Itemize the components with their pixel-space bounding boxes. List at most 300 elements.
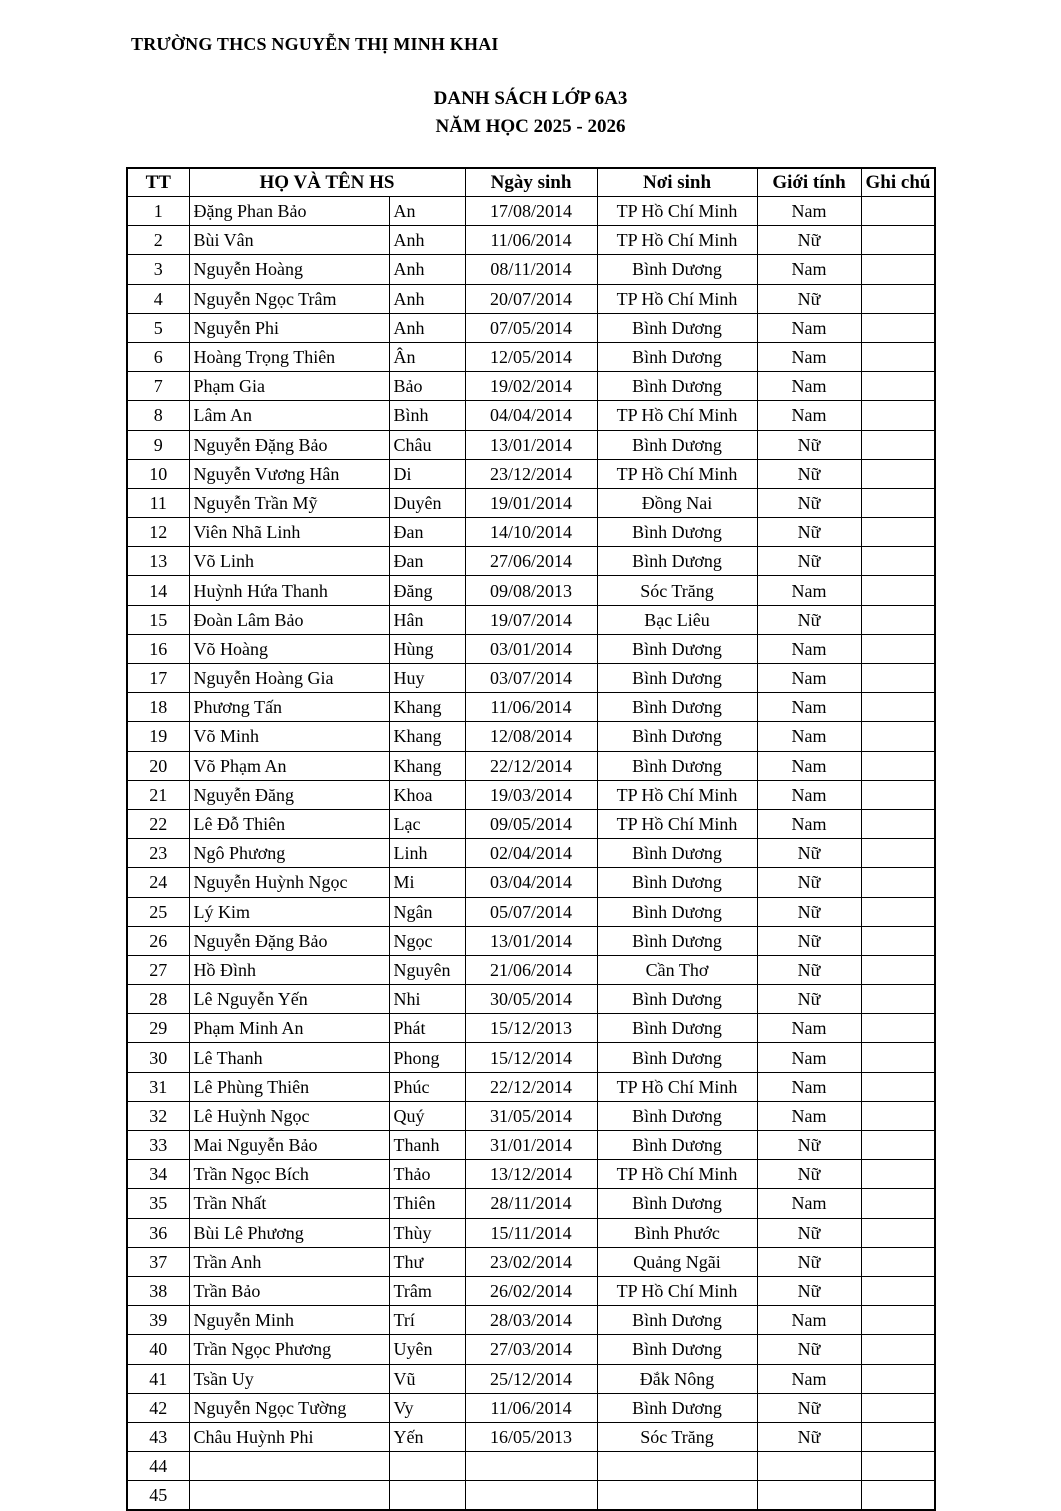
- cell-given-name: Châu: [389, 430, 465, 459]
- cell-given-name: Trí: [389, 1306, 465, 1335]
- cell-gender: Nữ: [757, 1276, 861, 1305]
- cell-family-name: Nguyễn Hoàng Gia: [189, 664, 389, 693]
- cell-place: Bình Dương: [597, 518, 757, 547]
- cell-dob: 13/01/2014: [465, 926, 597, 955]
- cell-note: [861, 197, 935, 226]
- cell-given-name: Lạc: [389, 809, 465, 838]
- cell-tt: 9: [127, 430, 189, 459]
- cell-dob: 12/05/2014: [465, 342, 597, 371]
- cell-tt: 43: [127, 1422, 189, 1451]
- cell-family-name: Võ Linh: [189, 547, 389, 576]
- cell-gender: Nữ: [757, 1218, 861, 1247]
- cell-gender: Nam: [757, 1072, 861, 1101]
- cell-tt: 3: [127, 255, 189, 284]
- cell-place: Bình Dương: [597, 1101, 757, 1130]
- column-header-gender: Giới tính: [757, 168, 861, 197]
- cell-place: TP Hồ Chí Minh: [597, 197, 757, 226]
- school-name: TRƯỜNG THCS NGUYỄN THỊ MINH KHAI: [131, 34, 499, 54]
- column-header-note: Ghi chú: [861, 168, 935, 197]
- cell-family-name: Đặng Phan Bảo: [189, 197, 389, 226]
- column-header-dob: Ngày sinh: [465, 168, 597, 197]
- cell-tt: 35: [127, 1189, 189, 1218]
- cell-gender: Nam: [757, 1306, 861, 1335]
- cell-dob: 21/06/2014: [465, 955, 597, 984]
- cell-tt: 30: [127, 1043, 189, 1072]
- table-row: [127, 1393, 935, 1422]
- table-row: [127, 897, 935, 926]
- cell-tt: 15: [127, 605, 189, 634]
- cell-tt: 14: [127, 576, 189, 605]
- cell-given-name: Thảo: [389, 1160, 465, 1189]
- table-row: [127, 926, 935, 955]
- table-row: [127, 342, 935, 371]
- table-row: [127, 1247, 935, 1276]
- cell-family-name: Phạm Gia: [189, 372, 389, 401]
- cell-given-name: Ngân: [389, 897, 465, 926]
- cell-note: [861, 226, 935, 255]
- cell-gender: Nam: [757, 751, 861, 780]
- cell-tt: 25: [127, 897, 189, 926]
- cell-tt: 45: [127, 1481, 189, 1511]
- cell-given-name: Hùng: [389, 634, 465, 663]
- cell-dob: 19/07/2014: [465, 605, 597, 634]
- cell-note: [861, 809, 935, 838]
- cell-gender: Nữ: [757, 1393, 861, 1422]
- cell-gender: Nam: [757, 401, 861, 430]
- table-row: [127, 722, 935, 751]
- cell-given-name: Phát: [389, 1014, 465, 1043]
- table-row: [127, 401, 935, 430]
- cell-place: Cần Thơ: [597, 955, 757, 984]
- cell-family-name: Tsần Uy: [189, 1364, 389, 1393]
- cell-gender: Nam: [757, 1043, 861, 1072]
- table-row: [127, 1101, 935, 1130]
- cell-family-name: Trần Anh: [189, 1247, 389, 1276]
- school-year: NĂM HỌC 2025 - 2026: [435, 116, 626, 137]
- table-row: [127, 313, 935, 342]
- cell-place: TP Hồ Chí Minh: [597, 1160, 757, 1189]
- cell-given-name: Uyên: [389, 1335, 465, 1364]
- cell-dob: 26/02/2014: [465, 1276, 597, 1305]
- table-row: [127, 1306, 935, 1335]
- cell-family-name: Trần Bảo: [189, 1276, 389, 1305]
- cell-dob: 31/05/2014: [465, 1101, 597, 1130]
- cell-dob: 19/01/2014: [465, 488, 597, 517]
- cell-tt: 39: [127, 1306, 189, 1335]
- cell-note: [861, 284, 935, 313]
- cell-family-name: Nguyễn Ngọc Trâm: [189, 284, 389, 313]
- cell-family-name: Nguyễn Đặng Bảo: [189, 926, 389, 955]
- cell-tt: 6: [127, 342, 189, 371]
- cell-dob: 22/12/2014: [465, 751, 597, 780]
- cell-gender: Nam: [757, 1101, 861, 1130]
- cell-tt: 27: [127, 955, 189, 984]
- cell-dob: 13/01/2014: [465, 430, 597, 459]
- cell-gender: [757, 1481, 861, 1511]
- cell-place: TP Hồ Chí Minh: [597, 284, 757, 313]
- cell-note: [861, 1306, 935, 1335]
- table-row: [127, 1160, 935, 1189]
- cell-gender: Nữ: [757, 1422, 861, 1451]
- cell-note: [861, 1335, 935, 1364]
- table-row: [127, 459, 935, 488]
- cell-note: [861, 1364, 935, 1393]
- cell-gender: Nam: [757, 722, 861, 751]
- cell-family-name: Nguyễn Ngọc Tường: [189, 1393, 389, 1422]
- cell-tt: 36: [127, 1218, 189, 1247]
- cell-note: [861, 430, 935, 459]
- table-row: [127, 1218, 935, 1247]
- cell-gender: Nam: [757, 197, 861, 226]
- cell-tt: 40: [127, 1335, 189, 1364]
- cell-place: TP Hồ Chí Minh: [597, 401, 757, 430]
- cell-place: Bình Dương: [597, 722, 757, 751]
- column-header-place: Nơi sinh: [597, 168, 757, 197]
- table-row: [127, 197, 935, 226]
- cell-family-name: Nguyễn Hoàng: [189, 255, 389, 284]
- cell-dob: 11/06/2014: [465, 693, 597, 722]
- cell-gender: Nữ: [757, 868, 861, 897]
- cell-tt: 23: [127, 839, 189, 868]
- cell-family-name: Lê Phùng Thiên: [189, 1072, 389, 1101]
- cell-given-name: Anh: [389, 313, 465, 342]
- cell-given-name: Phúc: [389, 1072, 465, 1101]
- cell-tt: 16: [127, 634, 189, 663]
- cell-given-name: Thư: [389, 1247, 465, 1276]
- cell-dob: 27/06/2014: [465, 547, 597, 576]
- cell-note: [861, 1218, 935, 1247]
- table-row: [127, 809, 935, 838]
- cell-family-name: [189, 1452, 389, 1481]
- cell-family-name: Trần Ngọc Phương: [189, 1335, 389, 1364]
- table-body: [127, 197, 935, 1511]
- cell-family-name: Bùi Vân: [189, 226, 389, 255]
- cell-dob: 09/08/2013: [465, 576, 597, 605]
- cell-family-name: Võ Phạm An: [189, 751, 389, 780]
- cell-given-name: Huy: [389, 664, 465, 693]
- cell-family-name: Phương Tấn: [189, 693, 389, 722]
- table-row: [127, 664, 935, 693]
- cell-place: Quảng Ngãi: [597, 1247, 757, 1276]
- cell-gender: Nữ: [757, 226, 861, 255]
- cell-family-name: Ngô Phương: [189, 839, 389, 868]
- cell-place: TP Hồ Chí Minh: [597, 780, 757, 809]
- cell-tt: 38: [127, 1276, 189, 1305]
- cell-dob: 15/12/2014: [465, 1043, 597, 1072]
- cell-place: Bình Dương: [597, 839, 757, 868]
- cell-dob: 03/04/2014: [465, 868, 597, 897]
- cell-given-name: [389, 1481, 465, 1511]
- cell-gender: Nam: [757, 1364, 861, 1393]
- cell-given-name: [389, 1452, 465, 1481]
- table-row: [127, 518, 935, 547]
- cell-given-name: Anh: [389, 226, 465, 255]
- cell-place: Bình Dương: [597, 1335, 757, 1364]
- table-row: [127, 1131, 935, 1160]
- cell-place: Bình Dương: [597, 1306, 757, 1335]
- table-row: [127, 955, 935, 984]
- cell-gender: Nam: [757, 576, 861, 605]
- cell-note: [861, 1101, 935, 1130]
- cell-gender: Nam: [757, 372, 861, 401]
- cell-dob: 23/02/2014: [465, 1247, 597, 1276]
- cell-tt: 29: [127, 1014, 189, 1043]
- cell-note: [861, 547, 935, 576]
- cell-place: [597, 1481, 757, 1511]
- cell-gender: Nữ: [757, 985, 861, 1014]
- cell-family-name: Lê Huỳnh Ngọc: [189, 1101, 389, 1130]
- cell-dob: 17/08/2014: [465, 197, 597, 226]
- cell-given-name: Thiên: [389, 1189, 465, 1218]
- table-row: [127, 693, 935, 722]
- cell-note: [861, 985, 935, 1014]
- cell-family-name: Nguyễn Đặng Bảo: [189, 430, 389, 459]
- cell-place: Bình Dương: [597, 664, 757, 693]
- table-row: [127, 985, 935, 1014]
- cell-place: Bình Dương: [597, 751, 757, 780]
- table-row: [127, 868, 935, 897]
- cell-note: [861, 342, 935, 371]
- table-row: [127, 226, 935, 255]
- cell-gender: Nam: [757, 780, 861, 809]
- document-title: DANH SÁCH LỚP 6A3: [433, 88, 628, 109]
- cell-dob: [465, 1452, 597, 1481]
- column-header-tt: TT: [127, 168, 189, 197]
- cell-gender: Nữ: [757, 1335, 861, 1364]
- cell-given-name: Thùy: [389, 1218, 465, 1247]
- cell-given-name: Ân: [389, 342, 465, 371]
- table-row: [127, 1452, 935, 1481]
- cell-place: Bình Dương: [597, 634, 757, 663]
- cell-place: TP Hồ Chí Minh: [597, 1072, 757, 1101]
- cell-place: Bình Dương: [597, 926, 757, 955]
- table-row: [127, 780, 935, 809]
- cell-place: TP Hồ Chí Minh: [597, 226, 757, 255]
- cell-gender: Nam: [757, 634, 861, 663]
- cell-tt: 21: [127, 780, 189, 809]
- cell-dob: 16/05/2013: [465, 1422, 597, 1451]
- cell-family-name: Võ Hoàng: [189, 634, 389, 663]
- cell-tt: 19: [127, 722, 189, 751]
- cell-place: Bình Dương: [597, 313, 757, 342]
- cell-given-name: Bảo: [389, 372, 465, 401]
- table-row: [127, 372, 935, 401]
- cell-gender: Nữ: [757, 488, 861, 517]
- cell-gender: Nam: [757, 1014, 861, 1043]
- cell-gender: Nữ: [757, 518, 861, 547]
- cell-place: Bình Dương: [597, 1014, 757, 1043]
- cell-place: Bình Dương: [597, 693, 757, 722]
- cell-given-name: Khang: [389, 751, 465, 780]
- cell-place: Bình Dương: [597, 430, 757, 459]
- cell-dob: 30/05/2014: [465, 985, 597, 1014]
- cell-dob: 04/04/2014: [465, 401, 597, 430]
- cell-place: Bạc Liêu: [597, 605, 757, 634]
- cell-given-name: Yến: [389, 1422, 465, 1451]
- table-row: [127, 255, 935, 284]
- cell-place: Bình Dương: [597, 1393, 757, 1422]
- cell-gender: Nữ: [757, 1131, 861, 1160]
- table-row: [127, 488, 935, 517]
- cell-place: [597, 1452, 757, 1481]
- cell-given-name: Khang: [389, 693, 465, 722]
- cell-gender: Nữ: [757, 284, 861, 313]
- cell-dob: 03/07/2014: [465, 664, 597, 693]
- cell-family-name: Nguyễn Huỳnh Ngọc: [189, 868, 389, 897]
- cell-family-name: Nguyễn Đăng: [189, 780, 389, 809]
- cell-family-name: Đoàn Lâm Bảo: [189, 605, 389, 634]
- cell-tt: 8: [127, 401, 189, 430]
- cell-dob: 02/04/2014: [465, 839, 597, 868]
- cell-family-name: Châu Huỳnh Phi: [189, 1422, 389, 1451]
- cell-place: TP Hồ Chí Minh: [597, 1276, 757, 1305]
- cell-note: [861, 897, 935, 926]
- cell-place: Bình Dương: [597, 897, 757, 926]
- cell-place: Bình Dương: [597, 985, 757, 1014]
- cell-tt: 1: [127, 197, 189, 226]
- cell-note: [861, 868, 935, 897]
- table-row: [127, 547, 935, 576]
- cell-family-name: Lê Nguyễn Yến: [189, 985, 389, 1014]
- cell-place: Đồng Nai: [597, 488, 757, 517]
- cell-given-name: Ngọc: [389, 926, 465, 955]
- cell-note: [861, 722, 935, 751]
- cell-given-name: Duyên: [389, 488, 465, 517]
- cell-note: [861, 518, 935, 547]
- cell-tt: 44: [127, 1452, 189, 1481]
- cell-gender: Nam: [757, 342, 861, 371]
- cell-note: [861, 1452, 935, 1481]
- cell-given-name: Thanh: [389, 1131, 465, 1160]
- cell-tt: 10: [127, 459, 189, 488]
- cell-dob: 28/03/2014: [465, 1306, 597, 1335]
- cell-dob: 07/05/2014: [465, 313, 597, 342]
- table-row: [127, 576, 935, 605]
- table-row: [127, 1335, 935, 1364]
- table-row: [127, 605, 935, 634]
- cell-tt: 34: [127, 1160, 189, 1189]
- cell-place: Bình Phước: [597, 1218, 757, 1247]
- cell-note: [861, 1481, 935, 1511]
- cell-note: [861, 1189, 935, 1218]
- cell-note: [861, 488, 935, 517]
- cell-dob: 23/12/2014: [465, 459, 597, 488]
- cell-gender: Nữ: [757, 926, 861, 955]
- cell-dob: 15/12/2013: [465, 1014, 597, 1043]
- cell-given-name: Anh: [389, 284, 465, 313]
- cell-note: [861, 664, 935, 693]
- cell-note: [861, 839, 935, 868]
- cell-gender: Nam: [757, 255, 861, 284]
- cell-note: [861, 751, 935, 780]
- cell-gender: Nữ: [757, 1247, 861, 1276]
- cell-family-name: [189, 1481, 389, 1511]
- cell-family-name: Trần Ngọc Bích: [189, 1160, 389, 1189]
- cell-place: Bình Dương: [597, 1043, 757, 1072]
- cell-dob: 31/01/2014: [465, 1131, 597, 1160]
- cell-gender: Nam: [757, 693, 861, 722]
- cell-given-name: Linh: [389, 839, 465, 868]
- cell-place: TP Hồ Chí Minh: [597, 459, 757, 488]
- cell-given-name: Quý: [389, 1101, 465, 1130]
- cell-note: [861, 1247, 935, 1276]
- cell-given-name: Trâm: [389, 1276, 465, 1305]
- cell-note: [861, 955, 935, 984]
- cell-tt: 2: [127, 226, 189, 255]
- cell-tt: 12: [127, 518, 189, 547]
- cell-given-name: Nhi: [389, 985, 465, 1014]
- table-row: [127, 1422, 935, 1451]
- cell-dob: 12/08/2014: [465, 722, 597, 751]
- cell-dob: 27/03/2014: [465, 1335, 597, 1364]
- table-row: [127, 1014, 935, 1043]
- cell-given-name: Đan: [389, 547, 465, 576]
- cell-family-name: Nguyễn Phi: [189, 313, 389, 342]
- cell-family-name: Phạm Minh An: [189, 1014, 389, 1043]
- cell-family-name: Lê Đỗ Thiên: [189, 809, 389, 838]
- cell-tt: 7: [127, 372, 189, 401]
- cell-tt: 41: [127, 1364, 189, 1393]
- cell-dob: 19/03/2014: [465, 780, 597, 809]
- cell-note: [861, 780, 935, 809]
- table-row: [127, 1189, 935, 1218]
- cell-given-name: Phong: [389, 1043, 465, 1072]
- cell-gender: Nữ: [757, 547, 861, 576]
- cell-given-name: Đăng: [389, 576, 465, 605]
- cell-family-name: Hoàng Trọng Thiên: [189, 342, 389, 371]
- cell-place: Bình Dương: [597, 547, 757, 576]
- cell-gender: Nam: [757, 313, 861, 342]
- cell-dob: 20/07/2014: [465, 284, 597, 313]
- cell-dob: 11/06/2014: [465, 1393, 597, 1422]
- cell-dob: 28/11/2014: [465, 1189, 597, 1218]
- cell-dob: 25/12/2014: [465, 1364, 597, 1393]
- cell-note: [861, 1393, 935, 1422]
- cell-note: [861, 255, 935, 284]
- table-row: [127, 1276, 935, 1305]
- cell-note: [861, 1276, 935, 1305]
- cell-dob: 09/05/2014: [465, 809, 597, 838]
- table-row: [127, 1364, 935, 1393]
- cell-gender: Nữ: [757, 839, 861, 868]
- cell-dob: 08/11/2014: [465, 255, 597, 284]
- cell-note: [861, 576, 935, 605]
- cell-gender: Nữ: [757, 605, 861, 634]
- cell-place: Bình Dương: [597, 1189, 757, 1218]
- cell-place: Bình Dương: [597, 868, 757, 897]
- cell-note: [861, 1043, 935, 1072]
- cell-given-name: Vũ: [389, 1364, 465, 1393]
- cell-gender: Nam: [757, 809, 861, 838]
- column-header-name: HỌ VÀ TÊN HS: [189, 168, 465, 197]
- cell-dob: 19/02/2014: [465, 372, 597, 401]
- cell-dob: 15/11/2014: [465, 1218, 597, 1247]
- table-row: [127, 284, 935, 313]
- cell-note: [861, 634, 935, 663]
- cell-given-name: An: [389, 197, 465, 226]
- cell-place: Sóc Trăng: [597, 1422, 757, 1451]
- cell-place: Sóc Trăng: [597, 576, 757, 605]
- cell-note: [861, 401, 935, 430]
- cell-given-name: Đan: [389, 518, 465, 547]
- cell-tt: 20: [127, 751, 189, 780]
- cell-place: Bình Dương: [597, 342, 757, 371]
- cell-note: [861, 605, 935, 634]
- cell-dob: 22/12/2014: [465, 1072, 597, 1101]
- table-row: [127, 751, 935, 780]
- cell-place: Bình Dương: [597, 372, 757, 401]
- cell-place: Bình Dương: [597, 1131, 757, 1160]
